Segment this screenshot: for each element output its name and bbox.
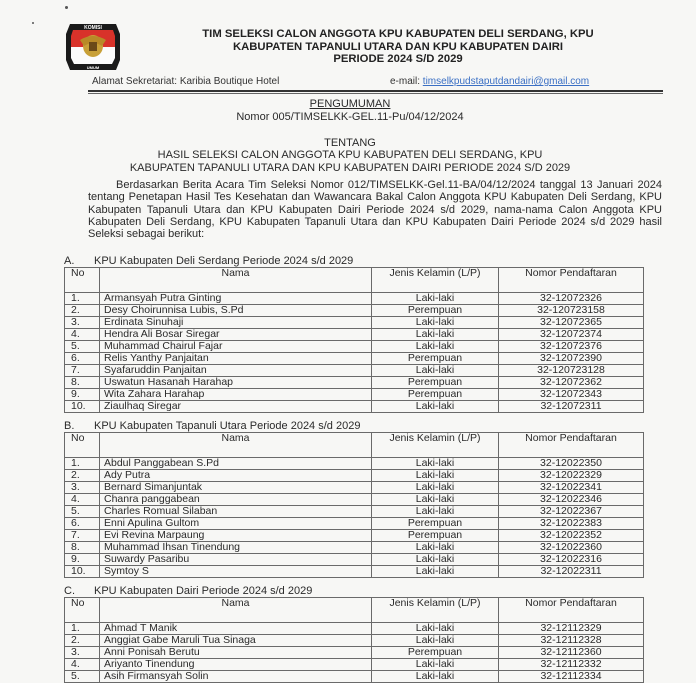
candidate-name: Asih Firmansyah Solin xyxy=(100,671,372,683)
candidate-name: Erdinata Sinuhaji xyxy=(100,317,372,329)
candidate-name: Chanra panggabean xyxy=(100,494,372,506)
candidate-name: Bernard Simanjuntak xyxy=(100,482,372,494)
section-b-table xyxy=(64,432,644,578)
registration-number: 32-12022329 xyxy=(499,470,644,482)
candidate-gender: Laki-laki xyxy=(372,329,499,341)
announcement-about: TENTANG xyxy=(324,137,376,149)
letterhead-line-3: PERIODE 2024 S/D 2029 xyxy=(333,53,463,65)
candidate-gender: Laki-laki xyxy=(372,401,499,413)
registration-number: 32-12072362 xyxy=(499,377,644,389)
candidate-name: Ziaulhaq Siregar xyxy=(100,401,372,413)
row-number: 10. xyxy=(65,566,100,578)
section-title: KPU Kabupaten Tapanuli Utara Periode 2024 s/d 2029 xyxy=(94,420,361,432)
letterhead-rule-thin xyxy=(88,93,663,94)
registration-number: 32-120723158 xyxy=(499,305,644,317)
col-sex-header: Jenis Kelamin (L/P) xyxy=(372,598,499,623)
scan-speck xyxy=(65,6,68,9)
candidate-gender: Perempuan xyxy=(372,305,499,317)
col-name-header: Nama xyxy=(100,433,372,458)
registration-number: 32-12112334 xyxy=(499,671,644,683)
table-row xyxy=(65,470,644,482)
row-number: 4. xyxy=(65,494,100,506)
col-reg-header: Nomor Pendaftaran xyxy=(499,268,644,293)
candidate-gender: Laki-laki xyxy=(372,659,499,671)
email-line xyxy=(390,76,589,87)
table-row xyxy=(65,458,644,470)
row-number: 8. xyxy=(65,377,100,389)
candidate-gender: Laki-laki xyxy=(372,506,499,518)
candidate-name: Hendra Ali Bosar Siregar xyxy=(100,329,372,341)
col-reg-header: Nomor Pendaftaran xyxy=(499,598,644,623)
candidate-gender: Laki-laki xyxy=(372,317,499,329)
registration-number: 32-12072374 xyxy=(499,329,644,341)
letterhead-rule xyxy=(88,90,663,92)
table-row xyxy=(65,482,644,494)
section-c-table xyxy=(64,597,644,683)
section-a-heading xyxy=(64,255,353,267)
announcement-body xyxy=(88,179,662,240)
registration-number: 32-12072311 xyxy=(499,401,644,413)
announcement-number: Nomor 005/TIMSELKK-GEL.11-Pu/04/12/2024 xyxy=(236,111,464,123)
registration-number: 32-12022341 xyxy=(499,482,644,494)
registration-number: 32-12112332 xyxy=(499,659,644,671)
col-name-header: Nama xyxy=(100,268,372,293)
row-number: 2. xyxy=(65,305,100,317)
registration-number: 32-12022311 xyxy=(499,566,644,578)
candidate-name: Ariyanto Tinendung xyxy=(100,659,372,671)
row-number: 5. xyxy=(65,671,100,683)
col-no-header: No xyxy=(65,433,100,458)
section-title: KPU Kabupaten Dairi Periode 2024 s/d 2029 xyxy=(94,585,313,597)
row-number: 6. xyxy=(65,518,100,530)
table-row xyxy=(65,659,644,671)
candidate-gender: Perempuan xyxy=(372,389,499,401)
candidate-gender: Laki-laki xyxy=(372,635,499,647)
table-row xyxy=(65,671,644,683)
candidate-name: Evi Revina Marpaung xyxy=(100,530,372,542)
section-a-table xyxy=(64,267,644,413)
table-row xyxy=(65,293,644,305)
row-number: 10. xyxy=(65,401,100,413)
registration-number: 32-120723128 xyxy=(499,365,644,377)
letterhead-line-1: TIM SELEKSI CALON ANGGOTA KPU KABUPATEN DELI SERDANG, KPU xyxy=(202,28,594,40)
table-row xyxy=(65,494,644,506)
subject-line-1: HASIL SELEKSI CALON ANGGOTA KPU KABUPATEN DELI SERDANG, KPU xyxy=(157,149,543,161)
table-row xyxy=(65,365,644,377)
secretariat-address: Alamat Sekretariat: Karibia Boutique Hotel xyxy=(92,76,280,87)
table-row xyxy=(65,401,644,413)
table-row xyxy=(65,518,644,530)
registration-number: 32-12022360 xyxy=(499,542,644,554)
row-number: 4. xyxy=(65,329,100,341)
row-number: 9. xyxy=(65,554,100,566)
candidate-gender: Laki-laki xyxy=(372,458,499,470)
email-link[interactable]: timselkpudstaputdandairi@gmail.com xyxy=(422,76,590,87)
row-number: 7. xyxy=(65,365,100,377)
table-row xyxy=(65,623,644,635)
candidate-name: Symtoy S xyxy=(100,566,372,578)
subject-line-2: KABUPATEN TAPANULI UTARA DAN KPU KABUPATEN DAIRI PERIODE 2024 S/D 2029 xyxy=(129,161,571,174)
registration-number: 32-12022350 xyxy=(499,458,644,470)
candidate-name: Relis Yanthy Panjaitan xyxy=(100,353,372,365)
row-number: 1. xyxy=(65,623,100,635)
svg-text:UMUM: UMUM xyxy=(86,65,100,70)
row-number: 3. xyxy=(65,317,100,329)
row-number: 2. xyxy=(65,470,100,482)
table-row xyxy=(65,377,644,389)
section-b-heading xyxy=(64,420,360,432)
candidate-gender: Laki-laki xyxy=(372,365,499,377)
section-letter: C. xyxy=(64,585,75,597)
col-sex-header: Jenis Kelamin (L/P) xyxy=(372,268,499,293)
candidate-name: Wita Zahara Harahap xyxy=(100,389,372,401)
row-number: 3. xyxy=(65,647,100,659)
registration-number: 32-12022316 xyxy=(499,554,644,566)
col-no-header: No xyxy=(65,268,100,293)
section-title: KPU Kabupaten Deli Serdang Periode 2024 s/d 2029 xyxy=(94,255,354,267)
candidate-gender: Perempuan xyxy=(372,353,499,365)
row-number: 4. xyxy=(65,659,100,671)
candidate-name: Enni Apulina Gultom xyxy=(100,518,372,530)
col-reg-header: Nomor Pendaftaran xyxy=(499,433,644,458)
registration-number: 32-12072376 xyxy=(499,341,644,353)
candidate-gender: Perempuan xyxy=(372,530,499,542)
email-label: e-mail: xyxy=(390,76,423,87)
candidate-name: Muhammad Chairul Fajar xyxy=(100,341,372,353)
table-row xyxy=(65,329,644,341)
row-number: 6. xyxy=(65,353,100,365)
registration-number: 32-12022367 xyxy=(499,506,644,518)
candidate-name: Syafaruddin Panjaitan xyxy=(100,365,372,377)
table-row xyxy=(65,305,644,317)
registration-number: 32-12112360 xyxy=(499,647,644,659)
row-number: 1. xyxy=(65,458,100,470)
registration-number: 32-12112329 xyxy=(499,623,644,635)
candidate-gender: Perempuan xyxy=(372,647,499,659)
candidate-name: Abdul Panggabean S.Pd xyxy=(100,458,372,470)
candidate-name: Ahmad T Manik xyxy=(100,623,372,635)
letterhead-title xyxy=(128,28,668,66)
row-number: 9. xyxy=(65,389,100,401)
registration-number: 32-12072390 xyxy=(499,353,644,365)
table-header-row xyxy=(65,433,644,458)
candidate-name: Armansyah Putra Ginting xyxy=(100,293,372,305)
table-row xyxy=(65,530,644,542)
kpu-logo-icon xyxy=(62,20,124,74)
announcement-title xyxy=(40,98,660,110)
registration-number: 32-12112328 xyxy=(499,635,644,647)
table-header-row xyxy=(65,268,644,293)
candidate-name: Ady Putra xyxy=(100,470,372,482)
candidate-name: Anni Ponisah Berutu xyxy=(100,647,372,659)
candidate-gender: Laki-laki xyxy=(372,623,499,635)
candidate-gender: Perempuan xyxy=(372,377,499,389)
row-number: 3. xyxy=(65,482,100,494)
scan-speck xyxy=(32,22,34,24)
candidate-gender: Laki-laki xyxy=(372,542,499,554)
candidate-gender: Laki-laki xyxy=(372,494,499,506)
col-name-header: Nama xyxy=(100,598,372,623)
registration-number: 32-12072365 xyxy=(499,317,644,329)
candidate-name: Uswatun Hasanah Harahap xyxy=(100,377,372,389)
registration-number: 32-12022383 xyxy=(499,518,644,530)
candidate-gender: Perempuan xyxy=(372,518,499,530)
table-row xyxy=(65,635,644,647)
letterhead-line-2: KABUPATEN TAPANULI UTARA DAN KPU KABUPATEN DAIRI xyxy=(232,40,564,53)
table-row xyxy=(65,353,644,365)
row-number: 7. xyxy=(65,530,100,542)
registration-number: 32-12022346 xyxy=(499,494,644,506)
candidate-gender: Laki-laki xyxy=(372,341,499,353)
registration-number: 32-12072326 xyxy=(499,293,644,305)
letterhead-contact xyxy=(92,76,662,89)
candidate-gender: Laki-laki xyxy=(372,470,499,482)
table-row xyxy=(65,566,644,578)
row-number: 1. xyxy=(65,293,100,305)
svg-text:KOMISI: KOMISI xyxy=(84,25,102,31)
section-letter: B. xyxy=(64,420,75,432)
row-number: 5. xyxy=(65,506,100,518)
announcement-title-text: PENGUMUMAN xyxy=(309,98,391,110)
candidate-gender: Laki-laki xyxy=(372,293,499,305)
col-sex-header: Jenis Kelamin (L/P) xyxy=(372,433,499,458)
announcement-body-text: Berdasarkan Berita Acara Tim Seleksi Nomor 012/TIMSELKK-Gel.11-BA/04/12/2024 tanggal 13 Januari 2024 tentang Penetapan Hasil Tes Kesehatan dan Wawancara Bakal Calon Anggota KPU Kabupaten Deli Serdang, KPU Kabupaten Tapanuli Utara dan KPU Kabupaten Dairi Periode 2024 s/d 2029, nama-nama Calon Anggota KPU Kabupaten Deli Serdang, KPU Kabupaten Tapanuli Utara dan KPU Kabupaten Dairi Periode 2024 s/d 2029 hasil Seleksi sebagai berikut: xyxy=(88,179,662,241)
section-letter: A. xyxy=(64,255,75,267)
candidate-name: Anggiat Gabe Maruli Tua Sinaga xyxy=(100,635,372,647)
candidate-gender: Laki-laki xyxy=(372,671,499,683)
section-c-heading xyxy=(64,585,312,597)
table-row xyxy=(65,542,644,554)
candidate-gender: Laki-laki xyxy=(372,566,499,578)
table-row xyxy=(65,506,644,518)
registration-number: 32-12072343 xyxy=(499,389,644,401)
row-number: 8. xyxy=(65,542,100,554)
table-row xyxy=(65,341,644,353)
row-number: 5. xyxy=(65,341,100,353)
col-no-header: No xyxy=(65,598,100,623)
table-row xyxy=(65,317,644,329)
candidate-name: Charles Romual Silaban xyxy=(100,506,372,518)
candidate-gender: Laki-laki xyxy=(372,482,499,494)
table-row xyxy=(65,389,644,401)
candidate-name: Muhammad Ihsan Tinendung xyxy=(100,542,372,554)
row-number: 2. xyxy=(65,635,100,647)
table-row xyxy=(65,647,644,659)
announcement-subject xyxy=(40,149,660,174)
table-row xyxy=(65,554,644,566)
registration-number: 32-12022352 xyxy=(499,530,644,542)
candidate-gender: Laki-laki xyxy=(372,554,499,566)
candidate-name: Suwardy Pasaribu xyxy=(100,554,372,566)
table-header-row xyxy=(65,598,644,623)
candidate-name: Desy Choirunnisa Lubis, S.Pd xyxy=(100,305,372,317)
